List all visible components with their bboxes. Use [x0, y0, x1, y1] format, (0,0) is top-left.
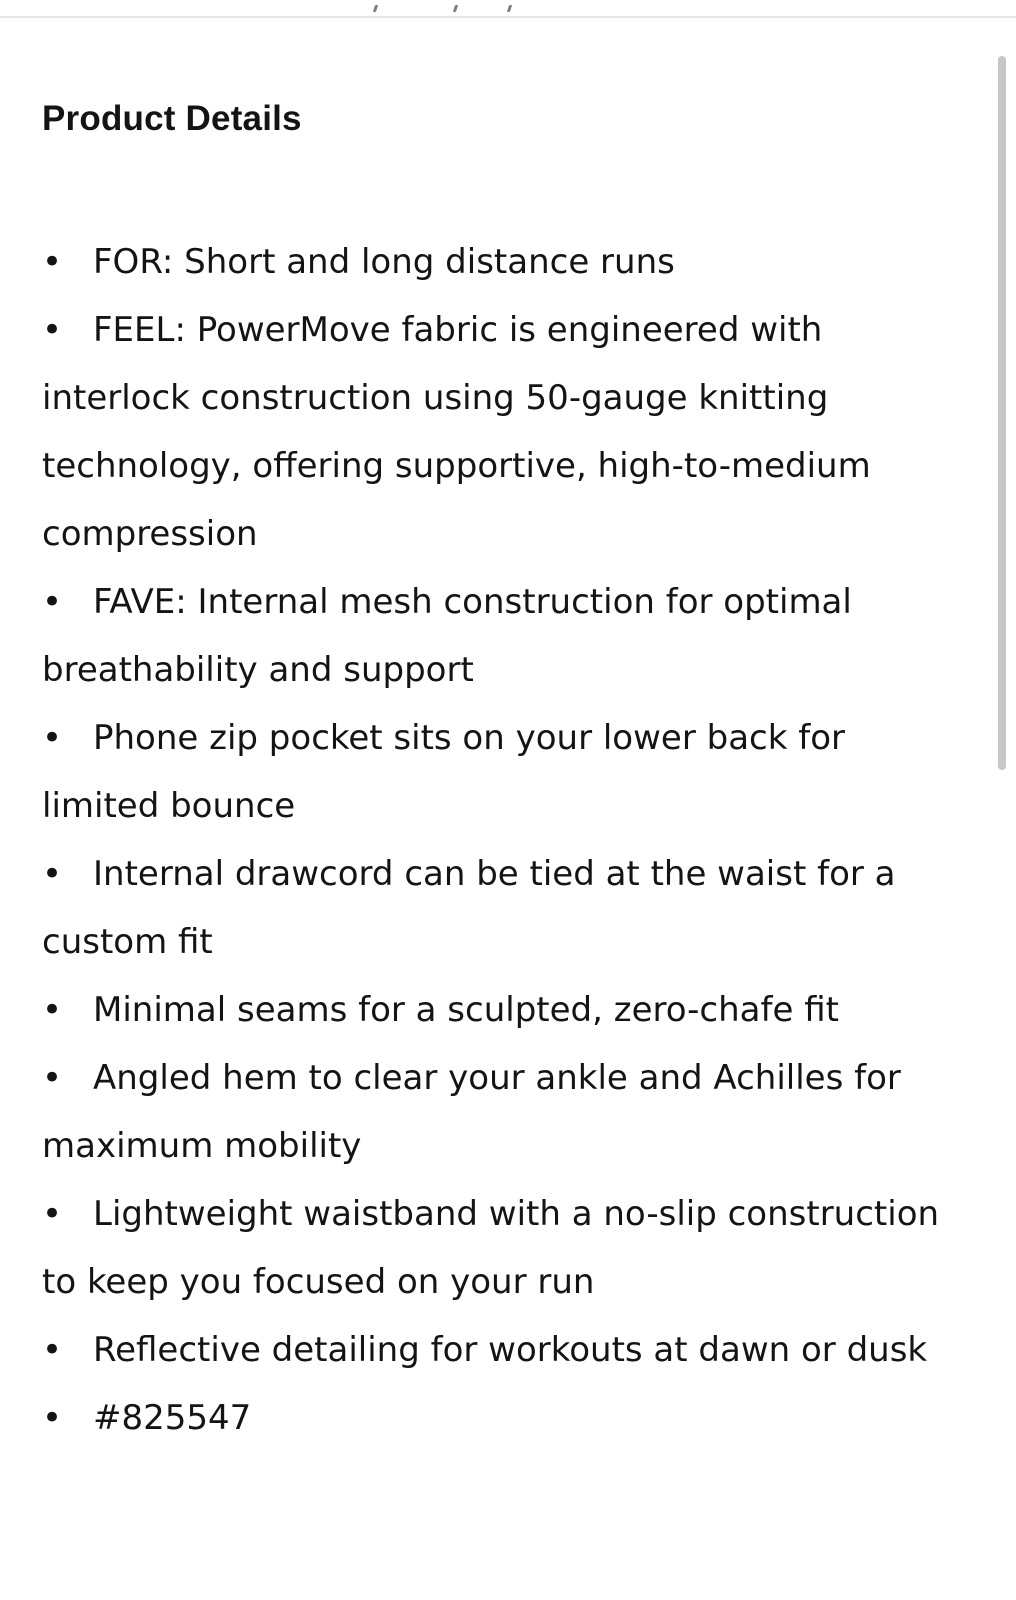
bullet: • [42, 854, 63, 894]
detail-item-style-number [42, 1384, 957, 1452]
vertical-scrollbar[interactable] [998, 56, 1006, 770]
bullet: • [42, 990, 63, 1030]
bullet: • [42, 582, 63, 622]
detail-text: FAVE: Internal mesh construction for optimal breathability and support [42, 582, 852, 690]
detail-text: Lightweight waistband with a no-slip construction to keep you focused on your run [42, 1194, 940, 1302]
detail-item-reflective [42, 1316, 957, 1384]
detail-item-minimal-seams [42, 976, 957, 1044]
section-title: Product Details [42, 99, 302, 138]
top-divider [0, 16, 1016, 18]
bullet: • [42, 718, 63, 758]
detail-item-drawcord [42, 840, 957, 976]
bullet: • [42, 1058, 63, 1098]
detail-text: Phone zip pocket sits on your lower back for limited bounce [42, 718, 845, 826]
detail-text: Minimal seams for a sculpted, zero-chafe fit [93, 990, 839, 1030]
detail-item-angled-hem [42, 1044, 957, 1180]
detail-text: Internal drawcord can be tied at the waist for a custom fit [42, 854, 896, 962]
detail-text: Reflective detailing for workouts at dawn or dusk [93, 1330, 928, 1370]
detail-item-fave [42, 568, 957, 704]
bullet: • [42, 1194, 63, 1234]
detail-text: Angled hem to clear your ankle and Achilles for maximum mobility [42, 1058, 901, 1166]
bullet: • [42, 310, 63, 350]
detail-text: #825547 [93, 1398, 252, 1438]
detail-item-feel [42, 296, 957, 568]
detail-text: FEEL: PowerMove fabric is engineered with interlock construction using 50-gauge knitting technology, offering supportive, high-to-medium compression [42, 310, 871, 554]
detail-item-waistband [42, 1180, 957, 1316]
cropped-text-fragment [368, 0, 518, 14]
bullet: • [42, 1398, 63, 1438]
product-details-section [42, 96, 957, 1438]
detail-item-for [42, 228, 957, 296]
detail-item-phone-pocket [42, 704, 957, 840]
bullet: • [42, 1330, 63, 1370]
bullet: • [42, 242, 63, 282]
product-details-list [42, 228, 957, 1452]
detail-text: FOR: Short and long distance runs [93, 242, 675, 282]
